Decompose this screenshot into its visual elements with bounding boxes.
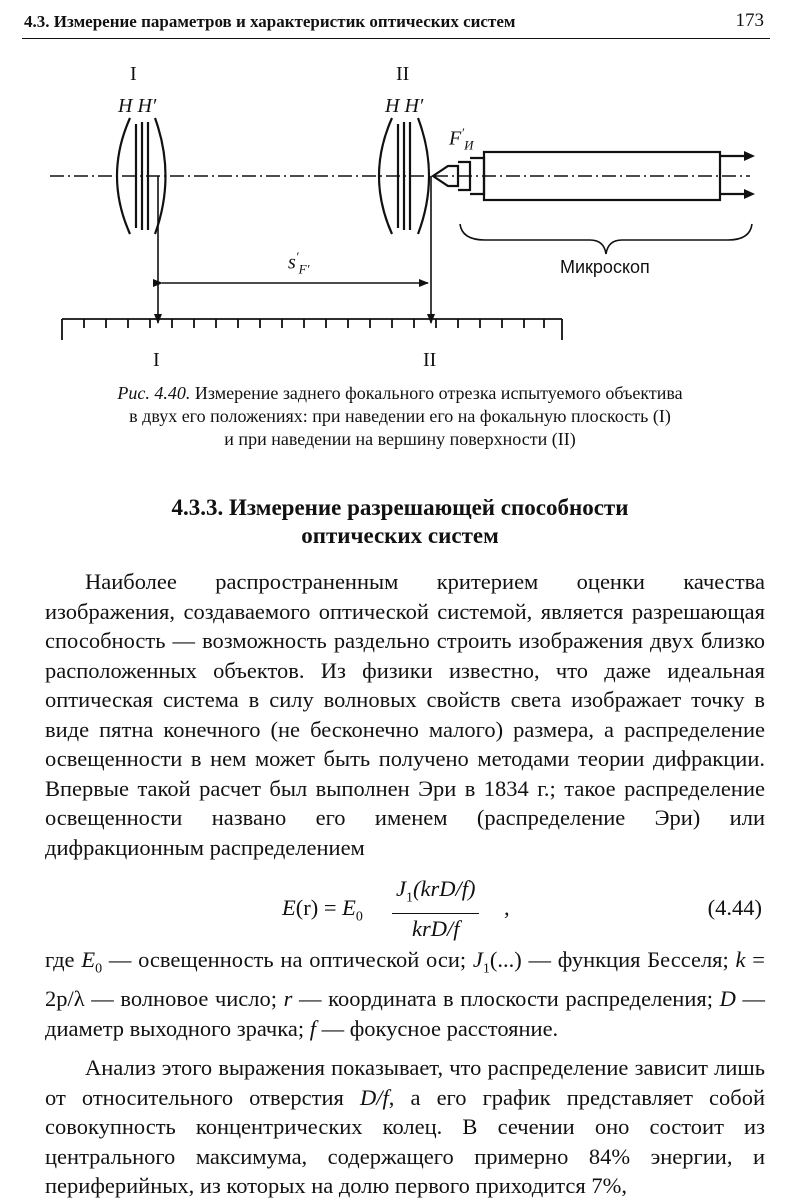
formula-comma: , xyxy=(504,895,510,920)
focus-label-base: F xyxy=(449,127,462,150)
p2-k: k xyxy=(735,947,746,972)
p2-text-2: — освещенность на оптической оси; xyxy=(102,947,473,972)
segment-label-subscript: F′ xyxy=(298,261,310,277)
figure-4-40 xyxy=(0,40,794,380)
segment-label-base: s xyxy=(288,251,296,274)
formula-num-sub: 1 xyxy=(406,890,413,906)
p2-j1-sub: 1 xyxy=(482,961,490,977)
paragraph-3 xyxy=(45,1053,765,1201)
focus-label-subscript: И xyxy=(464,137,474,153)
p2-d: D xyxy=(719,986,736,1011)
running-head-title: 4.3. Измерение параметров и характеристик оптических систем xyxy=(24,12,516,31)
formula-fraction xyxy=(392,875,479,944)
running-head xyxy=(22,4,770,39)
caption-line-3: и при наведении на вершину поверхности (II) xyxy=(224,429,576,449)
microscope-label: Микроскоп xyxy=(560,257,650,277)
section-heading-line-2: оптических систем xyxy=(301,523,499,548)
formula-coef: E xyxy=(342,895,356,920)
formula-numerator xyxy=(392,875,479,914)
caption-text-1: Измерение заднего фокального отрезка испытуемого объектива xyxy=(194,383,683,403)
p2-text-5: — координата в плоскости распределения; xyxy=(292,986,720,1011)
microscope-brace xyxy=(460,224,752,254)
formula-denominator: krD/f xyxy=(411,915,460,941)
p2-f: f xyxy=(309,1015,316,1041)
optical-scheme-diagram xyxy=(0,40,794,380)
segment-label-prime: ′ xyxy=(295,249,299,264)
equation-number: (4.44) xyxy=(707,895,762,920)
p2-text-3: (...) — функция Бесселя; xyxy=(489,947,736,972)
formula-lhs-arg: (r) = xyxy=(295,895,343,920)
formula-coef-sub: 0 xyxy=(355,909,363,925)
p2-j1: J xyxy=(472,947,483,972)
p2-e0-sub: 0 xyxy=(95,961,103,977)
p2-text-6: — диаметр выходного зрачка; xyxy=(45,986,765,1041)
paragraph-2 xyxy=(45,945,765,1043)
back-focal-distance-label xyxy=(288,250,309,276)
formula-num-func: J xyxy=(396,876,406,901)
figure-caption xyxy=(60,382,740,451)
formula-lhs xyxy=(282,895,363,926)
focus-label-prime: ′ xyxy=(461,125,465,140)
measurement-scale xyxy=(62,319,562,340)
p2-text-1: где xyxy=(45,947,82,972)
p2-text-7: — фокусное расстояние. xyxy=(315,1015,559,1041)
page-number: 173 xyxy=(735,10,764,31)
principal-planes-label-2: H H′ xyxy=(385,95,424,117)
paragraph-1: Наиболее распространенным критерием оценки качества изображения, создаваемого оптической системой, является разрешающая способность — возможность раздельно строить изображения двух близко расположенных объектов. Из физики известно, что даже идеальная оптическая система в силу волновых свойств света изображает точку в виде пятна конечного (не бесконечно малого) размера, а распределение освещенности в нем может быть получено методами теории дифракции. Впервые такой расчет был выполнен Эри в 1834 г.; такое распределение освещенности названо его именем (распределение Эри) или дифракционным распределением xyxy=(45,569,765,860)
formula-num-arg: (krD/f) xyxy=(413,876,476,901)
formula-4-44 xyxy=(282,875,762,941)
p3-text-2: , а его график представляет собой совокупность концентрических колец. В сечении оно состоит из центрального максимума, содержащего примерно 84% энергии, и периферийных, из которых на долю первого приходится 7%, xyxy=(45,1084,765,1198)
position-label-1: I xyxy=(130,63,137,85)
caption-line-2: в двух его положениях: при наведении его на фокальную плоскость (I) xyxy=(129,406,671,426)
formula-lhs-func: E xyxy=(282,895,296,920)
caption-number: Рис. 4.40. xyxy=(117,383,191,403)
p3-text-1: Анализ этого выражения показывает, что распределение зависит лишь от относительного отверстия xyxy=(45,1055,765,1110)
microscope-focus-label xyxy=(449,126,473,152)
p2-r: r xyxy=(283,986,293,1011)
scale-mark-2: II xyxy=(423,349,437,371)
p3-ratio: D/f xyxy=(360,1084,389,1110)
principal-planes-label-1: H H′ xyxy=(118,95,157,117)
section-heading-line-1: 4.3.3. Измерение разрешающей способности xyxy=(171,495,629,520)
caption-line-1 xyxy=(60,382,740,405)
scale-mark-1: I xyxy=(153,349,160,371)
p2-text-4: = 2p/λ — волновое число; xyxy=(45,947,765,1011)
p2-e0: E xyxy=(81,947,96,972)
position-label-2: II xyxy=(396,63,410,85)
section-heading xyxy=(120,494,680,550)
